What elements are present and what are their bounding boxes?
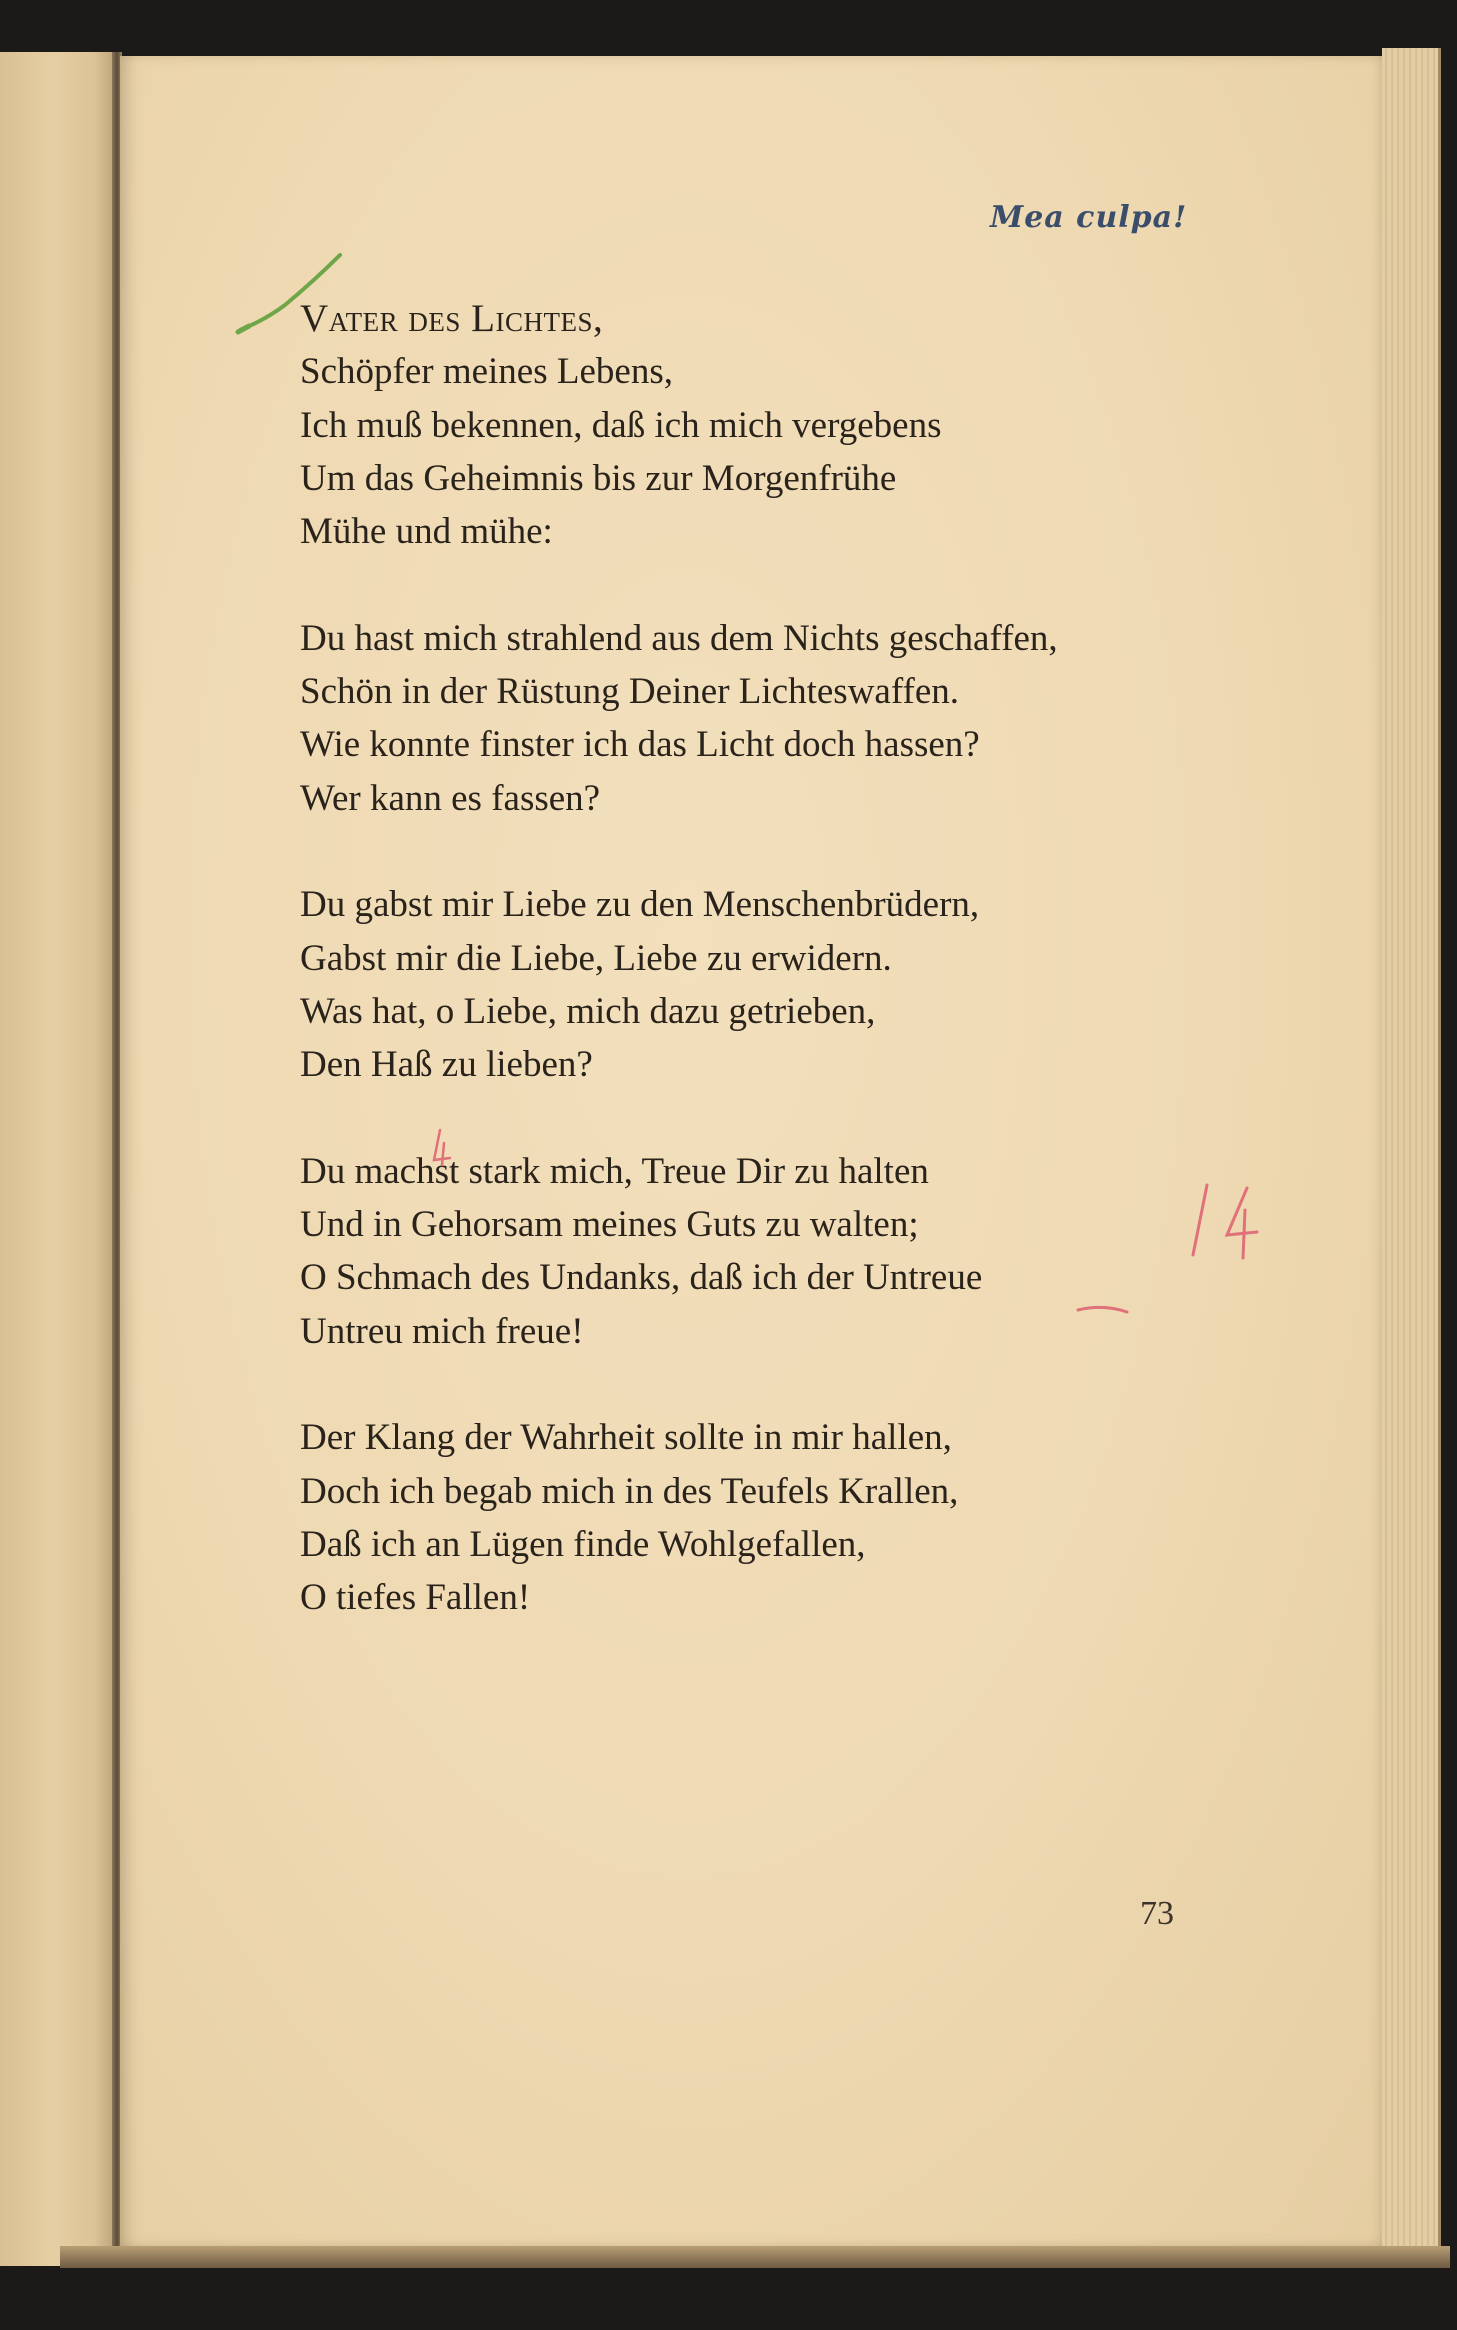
poem-line: Um das Geheimnis bis zur Morgenfrühe xyxy=(300,457,897,499)
poem-line: Ich muß bekennen, daß ich mich vergebens xyxy=(300,404,942,446)
poem-line: Schön in der Rüstung Deiner Lichteswaffen. xyxy=(300,671,959,713)
poem-stanza xyxy=(300,1411,1300,1624)
poem-line: Daß ich an Lügen finde Wohlgefallen, xyxy=(300,1523,866,1565)
red-margin-note-icon xyxy=(1185,1180,1280,1270)
poem-line: Gabst mir die Liebe, Liebe zu erwidern. xyxy=(300,937,892,979)
poem-stanza xyxy=(300,878,1300,1091)
page-edges xyxy=(1382,48,1441,2254)
poem-line: Und in Gehorsam meines Guts zu walten; xyxy=(300,1204,919,1246)
poem-line: O tiefes Fallen! xyxy=(300,1577,531,1619)
poem-first-line: Vater des Lichtes, xyxy=(300,297,604,340)
poem-line: Den Haß zu lieben? xyxy=(300,1044,593,1086)
poem-line: O Schmach des Undanks, daß ich der Untreue xyxy=(300,1257,983,1299)
page-number: 73 xyxy=(1140,1895,1174,1932)
poem-line: Der Klang der Wahrheit sollte in mir hallen, xyxy=(300,1417,952,1459)
poem-line: Doch ich begab mich in des Teufels Krallen, xyxy=(300,1470,959,1512)
red-pencil-mark-icon xyxy=(420,1125,480,1185)
poem-stanza xyxy=(300,612,1300,825)
poem-line: Du hast mich strahlend aus dem Nichts geschaffen, xyxy=(300,617,1058,659)
poem-line: Du gabst mir Liebe zu den Menschenbrüdern, xyxy=(300,884,980,926)
bottom-edge-shadow xyxy=(60,2246,1450,2268)
poem-stanza xyxy=(300,292,1300,558)
poem-line: Schöpfer meines Lebens, xyxy=(300,351,673,393)
poem-line: Untreu mich freue! xyxy=(300,1310,584,1352)
running-head: Mea culpa! xyxy=(990,200,1188,235)
poem-line: Wer kann es fassen? xyxy=(300,777,601,819)
red-underline-icon xyxy=(1075,1300,1130,1320)
poem-line: Wie konnte finster ich das Licht doch hassen? xyxy=(300,724,980,766)
poem xyxy=(300,292,1300,1678)
poem-line: Was hat, o Liebe, mich dazu getrieben, xyxy=(300,990,876,1032)
poem-line: Du machst stark mich, Treue Dir zu halten xyxy=(300,1150,929,1192)
poem-line: Mühe und mühe: xyxy=(300,511,553,553)
facing-page-edge xyxy=(0,52,118,2266)
